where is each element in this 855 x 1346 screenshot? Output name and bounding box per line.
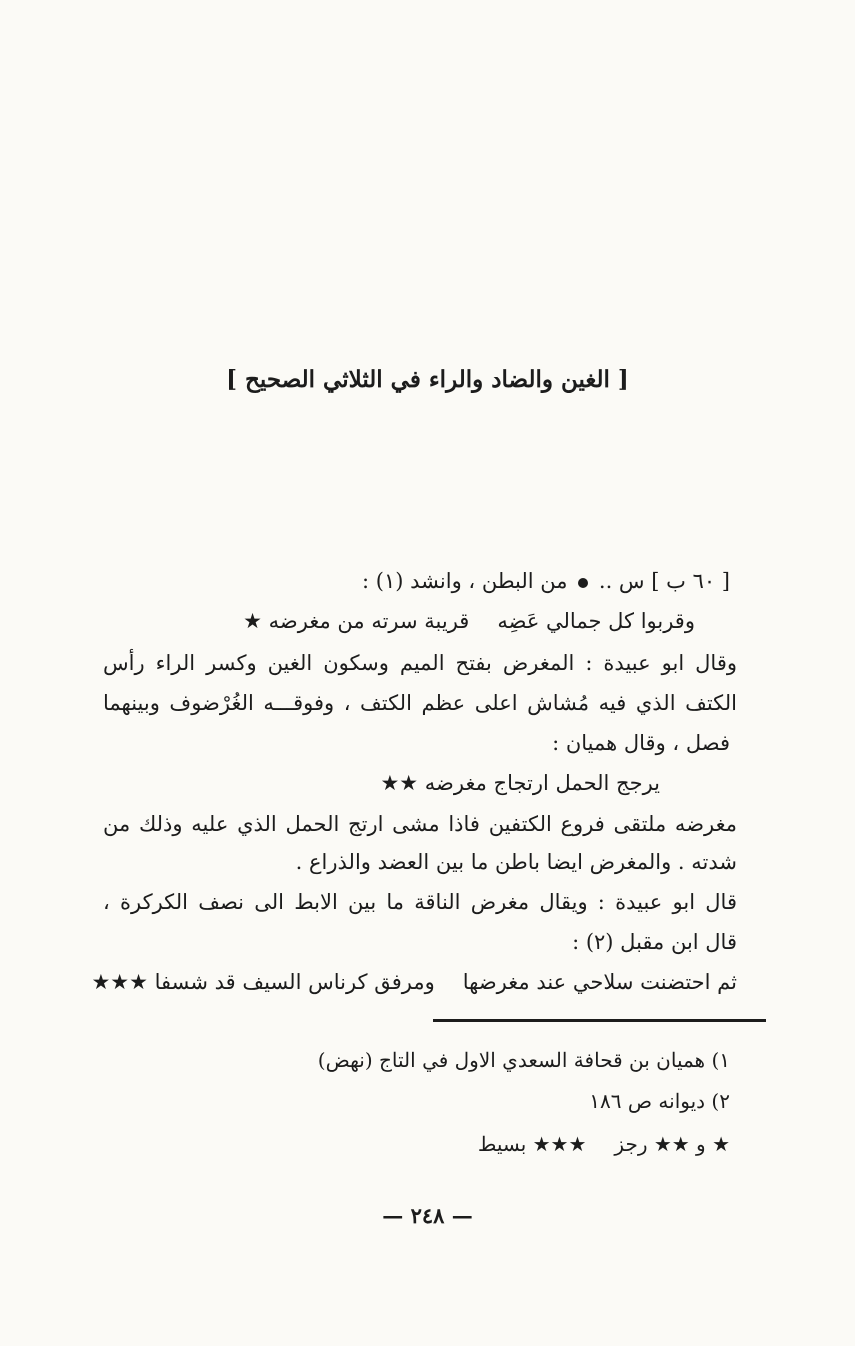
verse-1-second-hemistich: قريبة سرته من مغرضه ★ [243,609,470,633]
text-line-1-rest: من البطن ، وانشد (١) : [362,569,568,593]
verse-3-first-hemistich: ثم احتضنت سلاحي عند مغرضها [462,970,737,994]
text-line-5: فصل ، وقال هميان : [552,731,730,755]
text-line-4: الكتف الذي فيه مُشاش اعلى عظم الكتف ، وفوقـــه الغُرْضوف وبينهما [103,691,737,715]
text-line-7: مغرضه ملتقى فروع الكتفين فاذا مشى ارتج الحمل الذي عليه وذلك من [103,812,737,836]
footnote-2: ٢) ديوانه ص ١٨٦ [589,1089,730,1113]
text-line-8: شدته . والمغرض ايضا باطن ما بين العضد والذراع . [295,850,737,874]
verse-1 [243,606,695,636]
folio-reference: [ ٦٠ ب ] س .. [598,569,730,593]
meter-legend-basit: ★★★ بسيط [477,1132,587,1156]
text-line-3: وقال ابو عبيدة : المغرض بفتح الميم وسكون الغين وكسر الراء رأس [103,651,737,675]
bullet-dot-icon [578,578,588,588]
footnote-1: ١) هميان بن قحافة السعدي الاول في التاج (نهض) [317,1048,730,1072]
verse-3 [91,967,737,997]
text-line-9: قال ابو عبيدة : ويقال مغرض الناقة ما بين الابط الى نصف الكركرة ، [103,890,737,914]
verse-2: يرجج الحمل ارتجاج مغرضه ★★ [380,771,660,795]
text-line-10: قال ابن مقبل (٢) : [572,930,737,954]
meter-legend-rajaz: ★ و ★★ رجز [614,1132,730,1156]
verse-1-first-hemistich: وقربوا كل جمالي عَضِه [497,609,695,633]
section-heading: [ الغين والضاد والراء في الثلاثي الصحيح ] [226,366,629,393]
footnote-divider [433,1019,766,1022]
meter-legend [478,1130,730,1158]
text-line-1 [362,566,730,596]
page-number: — ٢٤٨ — [382,1203,473,1228]
verse-3-second-hemistich: ومرفق كرناس السيف قد شسفا ★★★ [91,970,435,994]
